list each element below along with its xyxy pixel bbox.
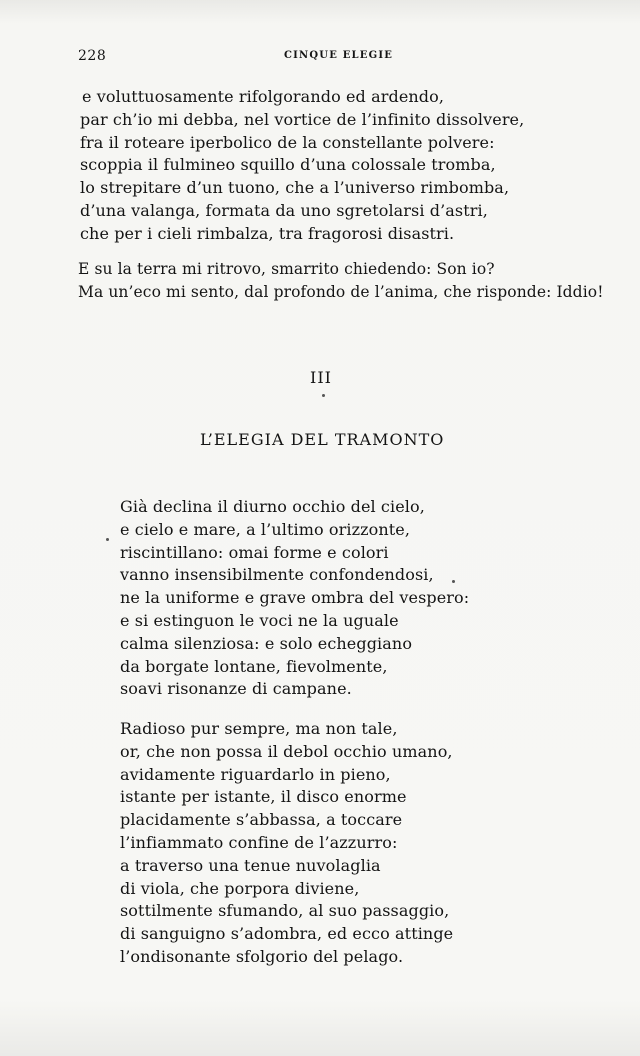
verse-line: e si estinguon le voci ne la uguale xyxy=(120,610,399,630)
verse-line: e cielo e mare, a l’ultimo orizzonte, xyxy=(120,519,411,539)
verse-line: soavi risonanze di campane. xyxy=(120,679,352,699)
page-header xyxy=(78,48,598,68)
verse-line: di viola, che porpora diviene, xyxy=(120,878,360,898)
ink-speck xyxy=(452,580,455,583)
verse-line: placidamente s’abbassa, a toccare xyxy=(120,810,403,830)
verse-line: e voluttuosamente rifolgorando ed ardendo, xyxy=(82,87,445,106)
verse-line: fra il roteare iperbolico de la constellante polvere: xyxy=(80,132,495,152)
verse-line: calma silenziosa: e solo echeggiano xyxy=(120,633,413,653)
verse-line: lo strepitare d’un tuono, che a l’universo rimbomba, xyxy=(80,178,510,198)
verse-line: E su la terra mi ritrovo, smarrito chiedendo: Son io? xyxy=(78,260,495,278)
verse-line: or, che non possa il debol occhio umano, xyxy=(120,741,453,761)
stanza-two xyxy=(120,718,453,969)
verse-line: par ch’io mi debba, nel vortice de l’infinito dissolvere, xyxy=(80,109,525,129)
verse-line: che per i cieli rimbalza, tra fragorosi disastri. xyxy=(80,223,455,243)
verse-line: Radioso pur sempre, ma non tale, xyxy=(120,719,398,738)
verse-line: da borgate lontane, fievolmente, xyxy=(120,656,388,676)
stanza-closing xyxy=(78,258,604,304)
verse-line: sottilmente sfumando, al suo passaggio, xyxy=(120,901,450,921)
verse-line: vanno insensibilmente confondendosi, xyxy=(120,565,434,585)
verse-line: l’ondisonante sfolgorio del pelago. xyxy=(120,946,404,966)
verse-line: di sanguigno s’adombra, ed ecco attinge xyxy=(120,924,454,944)
running-head: CINQUE ELEGIE xyxy=(284,50,394,61)
verse-line: Ma un’eco mi sento, dal profondo de l’anima, che risponde: Iddio! xyxy=(78,282,604,301)
stanza-one xyxy=(120,496,469,701)
verse-line: scoppia il fulmineo squillo d’una colossale tromba, xyxy=(80,155,496,175)
ink-speck xyxy=(322,394,325,397)
section-title: L’ELEGIA DEL TRAMONTO xyxy=(200,430,445,449)
verse-line: avidamente riguardarlo in pieno, xyxy=(120,764,391,784)
verse-line: l’infiammato confine de l’azzurro: xyxy=(120,832,398,852)
page-number: 228 xyxy=(78,48,107,64)
verse-line: Già declina il diurno occhio del cielo, xyxy=(120,497,425,516)
section-numeral: III xyxy=(310,368,332,387)
verse-line: istante per istante, il disco enorme xyxy=(120,787,407,807)
stanza-continued xyxy=(80,86,524,246)
verse-line: d’una valanga, formata da uno sgretolarsi d’astri, xyxy=(80,200,488,220)
verse-line: riscintillano: omai forme e colori xyxy=(120,542,389,562)
verse-line: a traverso una tenue nuvolaglia xyxy=(120,855,381,875)
verse-line: ne la uniforme e grave ombra del vespero: xyxy=(120,588,470,608)
ink-speck xyxy=(106,538,109,541)
